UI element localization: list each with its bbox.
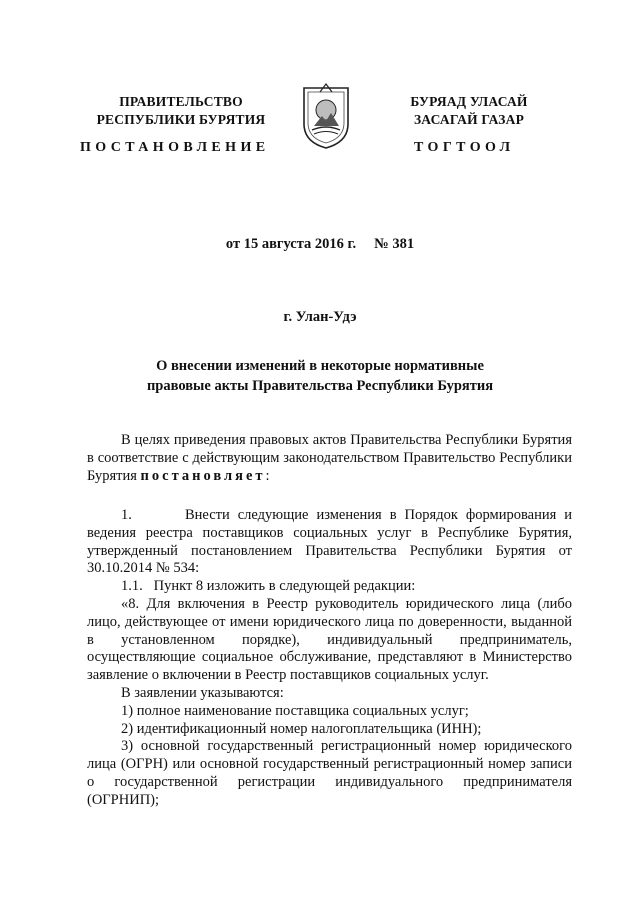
government-header-buryat-line-2: ЗАСАГАЙ ГАЗАР xyxy=(413,112,525,127)
item-1-1-text: Пункт 8 изложить в следующей редакции: xyxy=(153,578,416,595)
intro-paragraph xyxy=(87,432,572,485)
item-1-text: Внести следующие изменения в Порядок формирования и ведения реестра поставщиков социальных услуг в Республике Бурятия, утвержденный постановлением Правительства Республики Бурятия от 30.10.2014 № 534: xyxy=(87,507,573,577)
intro-text: В целях приведения правовых актов Правительства Республики Бурятия в соответствие с действующим законодательством Правительство Республики Бурятия xyxy=(87,432,572,484)
document-subject xyxy=(0,356,640,396)
list-item-3: 3) основной государственный регистрационный номер юридического лица (ОГРН) или основной государственный регистрационный номер записи о государственной регистрации индивидуального предпринимателя (ОГРНИП); xyxy=(87,738,572,808)
intro-colon: : xyxy=(265,467,270,484)
coat-of-arms-icon xyxy=(300,82,352,150)
document-type-russian: ПОСТАНОВЛЕНИЕ xyxy=(80,140,270,155)
decree-word: постановляет xyxy=(140,467,266,484)
item-1-paragraph xyxy=(87,507,572,578)
subject-line-2: правовые акты Правительства Республики Бурятия xyxy=(146,378,494,394)
document-body xyxy=(87,432,572,485)
city: г. Улан-Удэ xyxy=(283,309,357,325)
statement-intro: В заявлении указываются: xyxy=(121,684,284,701)
item-1-block xyxy=(87,507,572,810)
subject-line-1: О внесении изменений в некоторые нормативные xyxy=(156,358,484,374)
item-1-1-number: 1.1. xyxy=(121,578,143,595)
item-1-number: 1. xyxy=(121,507,132,523)
date-line xyxy=(0,236,640,253)
document-type-buryat: ТОГТООЛ xyxy=(414,140,515,155)
list-item-2: 2) идентификационный номер налогоплательщика (ИНН); xyxy=(121,720,482,737)
document-date: от 15 августа 2016 г. xyxy=(225,236,357,252)
government-header-russian xyxy=(86,93,276,129)
item-1-1-paragraph xyxy=(87,578,572,596)
government-header-buryat-line-1: БУРЯАД УЛАСАЙ xyxy=(410,94,528,109)
quote-paragraph-8: «8. Для включения в Реестр руководитель юридического лица (либо лицо, действующее от имени юридического лица по доверенности, выданной в установленном порядке), индивидуальный предприниматель, осуществляющие социальное обслуживание, представляют в Министерство заявление о включении в Реестр поставщиков социальных услуг. xyxy=(87,595,572,684)
government-header-line-1: ПРАВИТЕЛЬСТВО xyxy=(119,94,243,109)
list-item-1: 1) полное наименование поставщика социальных услуг; xyxy=(121,702,469,719)
government-header-line-2: РЕСПУБЛИКИ БУРЯТИЯ xyxy=(96,112,266,127)
document-number: № 381 xyxy=(374,236,415,252)
government-header-buryat xyxy=(386,93,552,129)
